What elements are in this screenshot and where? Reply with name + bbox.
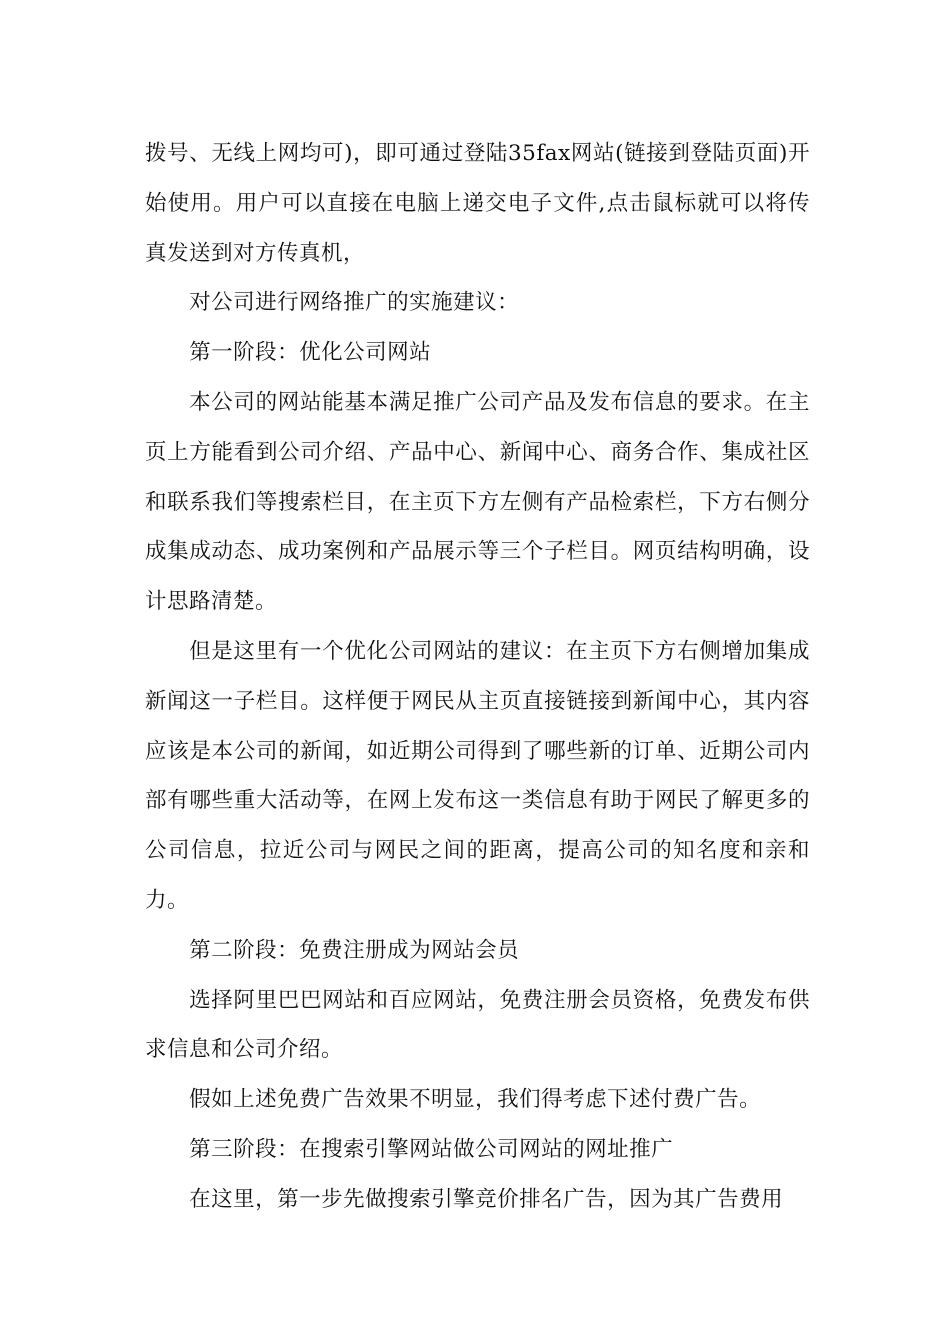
document-body: [145, 129, 810, 1225]
paragraph-website-description: 本公司的网站能基本满足推广公司产品及发布信息的要求。在主页上方能看到公司介绍、产品中心、新闻中心、商务合作、集成社区和联系我们等搜索栏目，在主页下方左侧有产品检索栏，下方右侧分成集成动态、成功案例和产品展示等三个子栏目。网页结构明确，设计思路清楚。: [145, 389, 810, 615]
heading-stage-three: 第三阶段：在搜索引擎网站做公司网站的网址推广: [189, 1136, 674, 1162]
paragraph-promotion-intro: 对公司进行网络推广的实施建议：: [189, 290, 520, 316]
paragraph-fax-usage: 拨号、无线上网均可)，即可通过登陆35fax网站(链接到登陆页面)开始使用。用户可以直接在电脑上递交电子文件,点击鼠标就可以将传真发送到对方传真机，: [145, 141, 810, 266]
heading-stage-one: 第一阶段：优化公司网站: [189, 340, 432, 366]
paragraph-search-engine-ads: 在这里，第一步先做搜索引擎竞价排名广告，因为其广告费用: [189, 1186, 784, 1212]
paragraph-free-registration: 选择阿里巴巴网站和百应网站，免费注册会员资格，免费发布供求信息和公司介绍。: [145, 987, 810, 1063]
paragraph-optimization-suggestion: 但是这里有一个优化公司网站的建议：在主页下方右侧增加集成新闻这一子栏目。这样便于网民从主页直接链接到新闻中心，其内容应该是本公司的新闻，如近期公司得到了哪些新的订单、近期公司内部有哪些重大活动等，在网上发布这一类信息有助于网民了解更多的公司信息，拉近公司与网民之间的距离，提高公司的知名度和亲和力。: [145, 638, 810, 913]
heading-stage-two: 第二阶段：免费注册成为网站会员: [189, 937, 520, 963]
paragraph-paid-ads-note: 假如上述免费广告效果不明显，我们得考虑下述付费广告。: [189, 1087, 762, 1113]
